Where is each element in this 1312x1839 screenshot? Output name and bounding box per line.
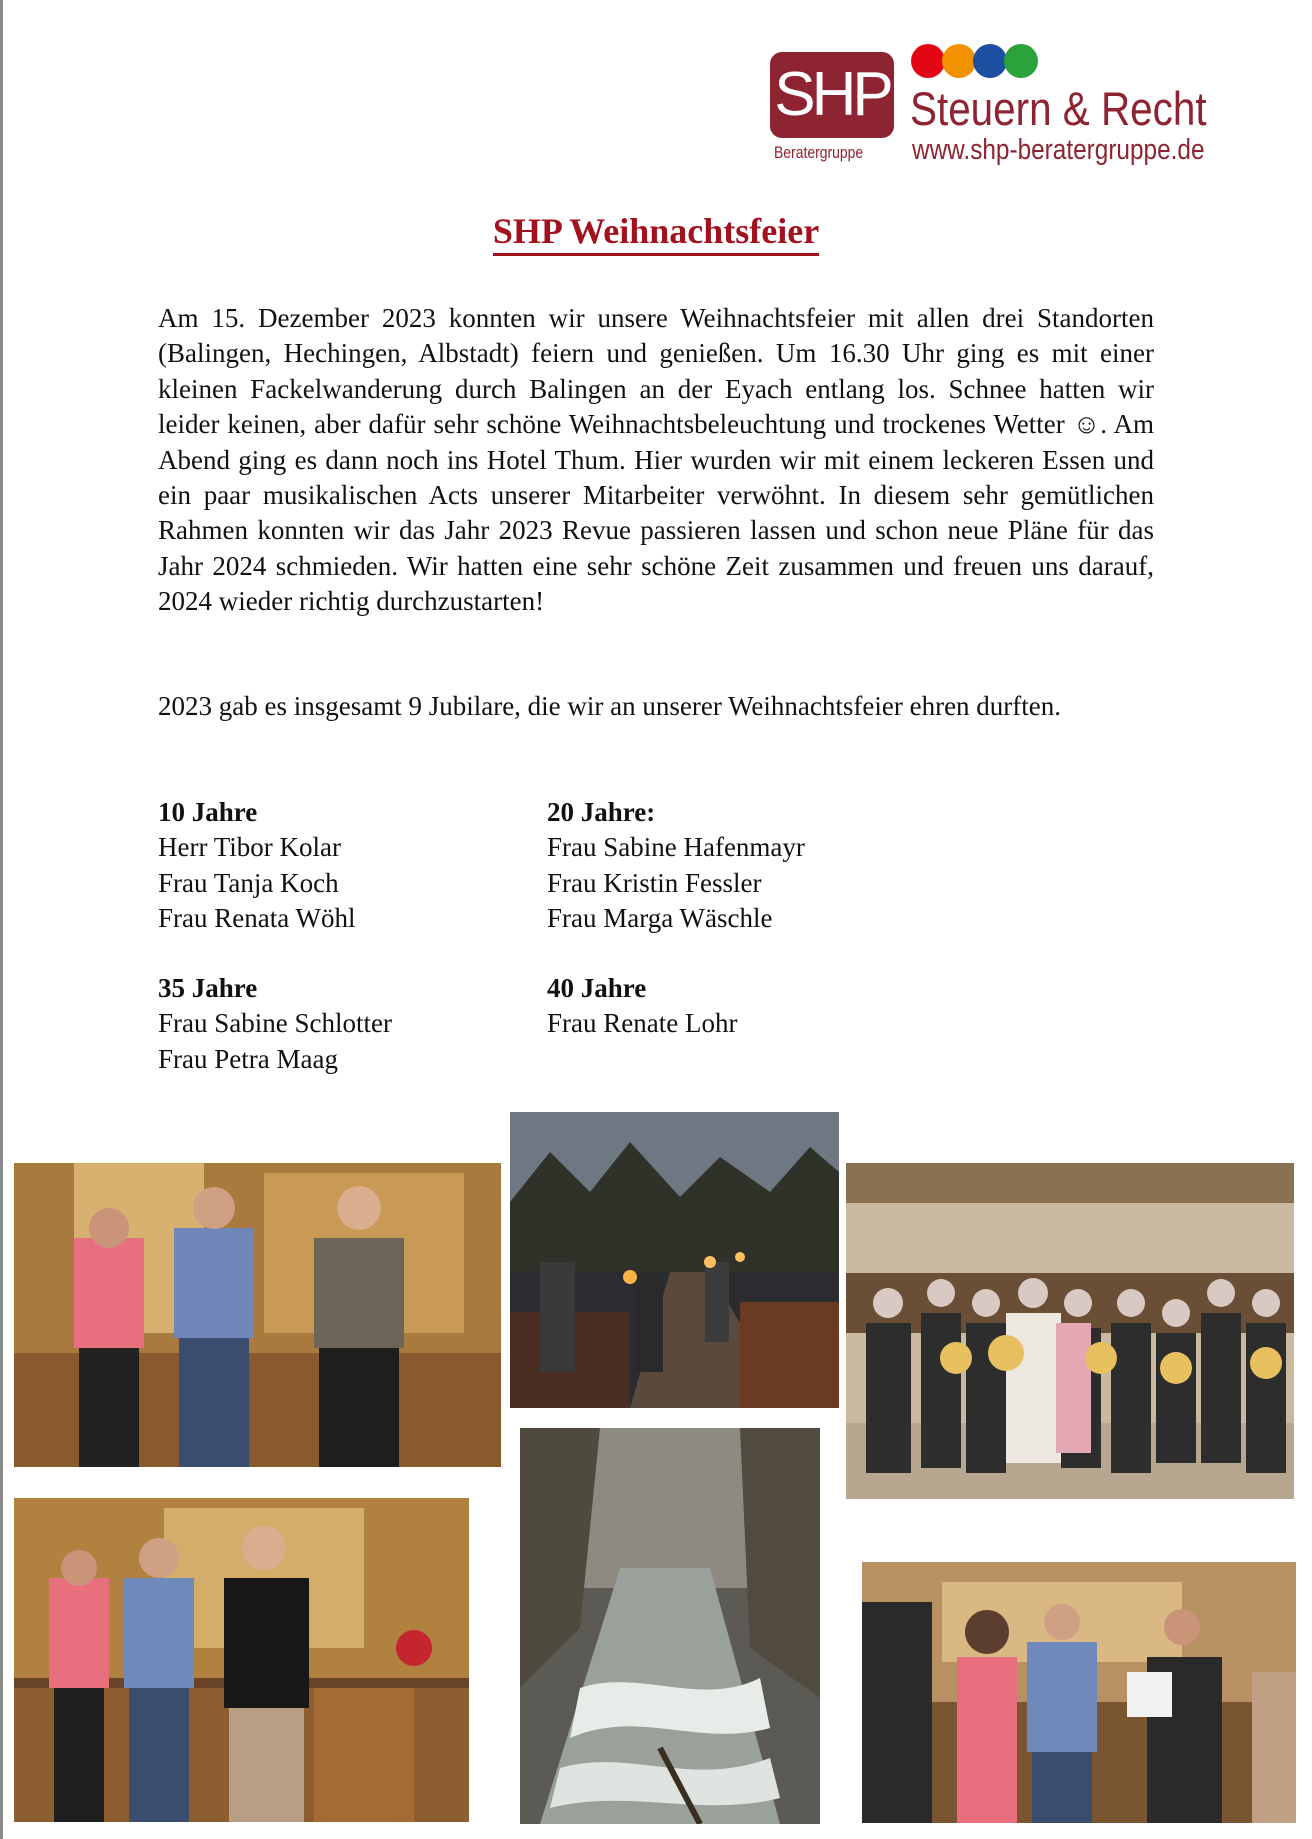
logo-dot-orange [942,44,976,78]
jubilee-name: Frau Renate Lohr [547,1008,738,1039]
shp-logo [770,44,1230,169]
jubilee-name: Frau Marga Wäschle [547,903,773,934]
jubilee-name: Frau Renata Wöhl [158,903,356,934]
intro-paragraph: Am 15. Dezember 2023 konnten wir unsere Weihnachtsfeier mit allen drei Standorten (Balingen, Hechingen, Albstadt) feiern und genießen. Um 16.30 Uhr ging es mit einer kleinen Fackelwanderung durch Balingen an der Eyach entlang los. Schnee hatten wir leider keinen, aber dafür sehr schöne Weihnachtsbeleuchtung und trockenes Wetter ☺. Am Abend ging es dann noch ins Hotel Thum. Hier wurden wir mit einem leckeren Essen und ein paar musikalischen Acts unserer Mitarbeiter verwöhnt. In diesem sehr gemütlichen Rahmen konnten wir das Jahr 2023 Revue passieren lassen und schon neue Pläne für das Jahr 2024 schmieden. Wir hatten eine sehr schöne Zeit zusammen und freuen uns darauf, 2024 wieder richtig durchzustarten! [158,303,1154,617]
logo-dot-blue [973,44,1007,78]
jubilee-heading: 20 Jahre: [547,797,656,827]
logo-dot-red [911,44,945,78]
logo-subtitle: Beratergruppe [774,143,864,162]
photo-group-flowers [846,1163,1294,1499]
jubilee-name: Frau Sabine Schlotter [158,1008,392,1039]
logo-dot-green [1004,44,1038,78]
jubilee-name: Frau Sabine Hafenmayr [547,832,805,863]
photo-river [520,1428,820,1824]
jubilee-name: Herr Tibor Kolar [158,832,341,863]
jubilee-heading: 40 Jahre [547,973,647,1003]
logo-name: Steuern & Recht [910,82,1207,135]
title-text: SHP Weihnachtsfeier [493,211,819,256]
photo-torch-walk [510,1112,839,1408]
jubilare-paragraph: 2023 gab es insgesamt 9 Jubilare, die wir an unserer Weihnachtsfeier ehren durften. [158,691,1062,721]
jubilee-name: Frau Petra Maag [158,1043,338,1074]
jubilee-name: Frau Kristin Fessler [547,867,762,898]
jubilee-heading: 10 Jahre [158,797,258,827]
jubilee-name: Frau Tanja Koch [158,867,339,898]
jubilee-group-35 [158,971,392,1077]
jubilee-heading: 35 Jahre [158,973,258,1003]
jubilee-group-40 [547,971,737,1042]
logo-dots [911,44,1041,80]
photo-bar-speech [14,1163,501,1467]
photo-speech-certificate [862,1562,1296,1823]
jubilee-group-10 [158,795,355,937]
logo-mark: SHP [774,60,890,129]
photo-bar-laughing [14,1498,469,1822]
page-border [0,0,3,1839]
logo-url: www.shp-beratergruppe.de [912,134,1205,166]
jubilee-group-20 [547,795,805,937]
page-title [0,210,1312,252]
